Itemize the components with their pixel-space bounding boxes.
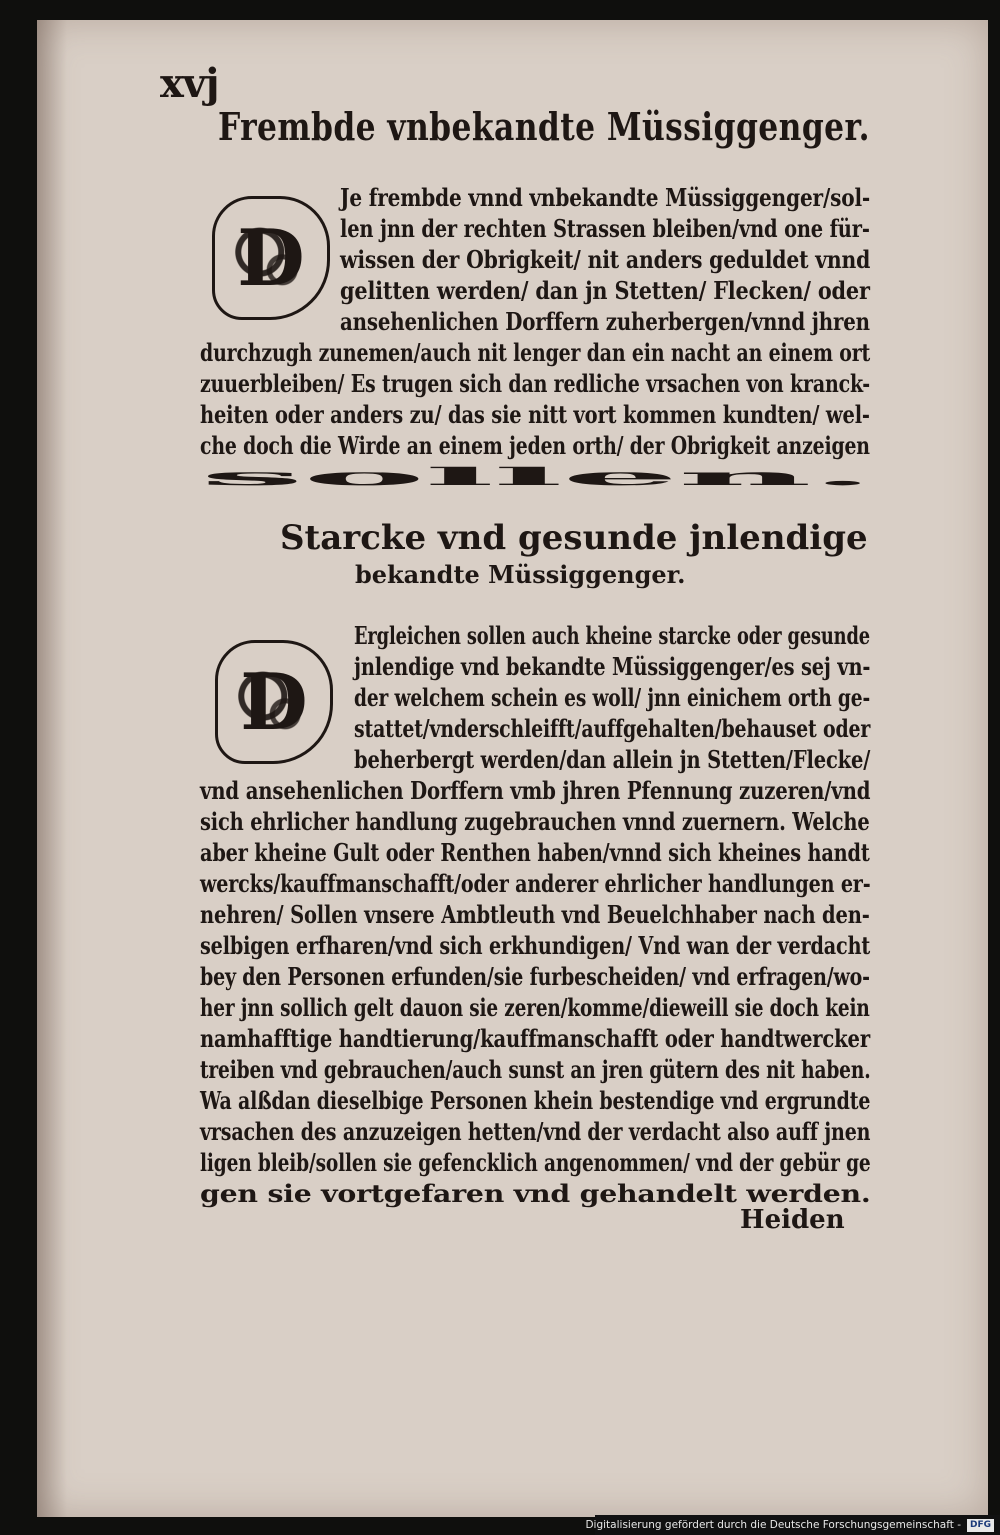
- text-line: bey den Personen erfunden/sie furbescheiden/ vnd erfragen/wo-: [200, 962, 870, 991]
- text-line: wissen der Obrigkeit/ nit anders geduldet vnnd: [340, 245, 871, 274]
- text-line: selbigen erfharen/vnd sich erkhundigen/ Vnd wan der verdacht: [200, 931, 871, 960]
- text-line: sollen.: [200, 462, 874, 491]
- decorated-initial-2: D: [215, 640, 333, 764]
- text-line: heiten oder anders zu/ das sie nitt vort kommen kundten/ wel-: [200, 400, 870, 429]
- text-line: der welchem schein es woll/ jnn einichem orth ge-: [354, 683, 871, 712]
- section-heading-2: Starcke vnd gesunde jnlendige: [280, 518, 868, 558]
- text-line: wercks/kauffmanschafft/oder anderer ehrlicher handlungen er-: [200, 869, 871, 898]
- funding-notice: Digitalisierung gefördert durch die Deutsche Forschungsgemeinschaft -: [585, 1519, 961, 1531]
- section-2-indented-lines: [354, 620, 1000, 775]
- text-line: che doch die Wirde an einem jeden orth/ der Obrigkeit anzeigen: [200, 431, 870, 460]
- catchword: Heiden: [740, 1205, 845, 1235]
- text-line: aber kheine Gult oder Renthen haben/vnnd sich kheines handt: [200, 838, 870, 867]
- text-line: jnlendige vnd bekandte Müssiggenger/es sej vn-: [354, 652, 871, 681]
- text-line: gen sie vortgefaren vnd gehandelt werden.: [200, 1179, 871, 1208]
- text-line: gelitten werden/ dan jn Stetten/ Flecken/ oder: [340, 276, 870, 305]
- text-line: beherbergt werden/dan allein jn Stetten/Flecke/: [354, 745, 871, 774]
- section-2-full-lines: [200, 775, 1000, 1209]
- text-line: namhafftige handtierung/kauffmanschafft oder handtwercker: [200, 1024, 870, 1053]
- text-line: durchzugh zunemen/auch nit lenger dan ein nacht an einem ort: [200, 338, 871, 367]
- text-line: ansehenlichen Dorffern zuherbergen/vnnd jhren: [340, 307, 870, 336]
- text-line: stattet/vnderschleifft/auffgehalten/behauset oder: [354, 714, 871, 743]
- section-1-indented-lines: [340, 182, 995, 337]
- text-line: her jnn sollich gelt dauon sie zeren/komme/dieweill sie doch kein: [200, 993, 870, 1022]
- text-line: vrsachen des anzuzeigen hetten/vnd der verdacht also auff jnen: [200, 1117, 871, 1146]
- text-line: len jnn der rechten Strassen bleiben/vnd one für-: [340, 214, 870, 243]
- text-line: Ergleichen sollen auch kheine starcke oder gesunde: [354, 621, 870, 650]
- digitization-footer: [585, 1515, 1000, 1535]
- section-subheading-2: bekandte Müssiggenger.: [355, 560, 686, 589]
- text-line: nehren/ Sollen vnsere Ambtleuth vnd Beuelchhaber nach den-: [200, 900, 870, 929]
- decorated-initial-1: D: [212, 196, 330, 320]
- folio-number: xvj: [160, 60, 219, 107]
- text-line: Je frembde vnnd vnbekandte Müssiggenger/sol-: [340, 183, 871, 212]
- text-line: vnd ansehenlichen Dorffern vmb jhren Pfennung zuzeren/vnd: [200, 776, 871, 805]
- text-line: sich ehrlicher handlung zugebrauchen vnnd zuernern. Welche: [200, 807, 870, 836]
- text-line: ligen bleib/sollen sie gefencklich angenommen/ vnd der gebür ge: [200, 1148, 871, 1177]
- text-line: Wa alßdan dieselbige Personen khein bestendige vnd ergrundte: [200, 1086, 871, 1115]
- dfg-logo: DFG: [967, 1519, 994, 1532]
- text-line: zuuerbleiben/ Es trugen sich dan redliche vrsachen von kranck-: [200, 369, 870, 398]
- text-line: treiben vnd gebrauchen/auch sunst an jren gütern des nit haben.: [200, 1055, 871, 1084]
- section-1-full-lines: [200, 337, 1000, 492]
- section-heading-1: Frembde vnbekandte Müssiggenger.: [218, 104, 870, 149]
- binding-shadow: [37, 20, 67, 1517]
